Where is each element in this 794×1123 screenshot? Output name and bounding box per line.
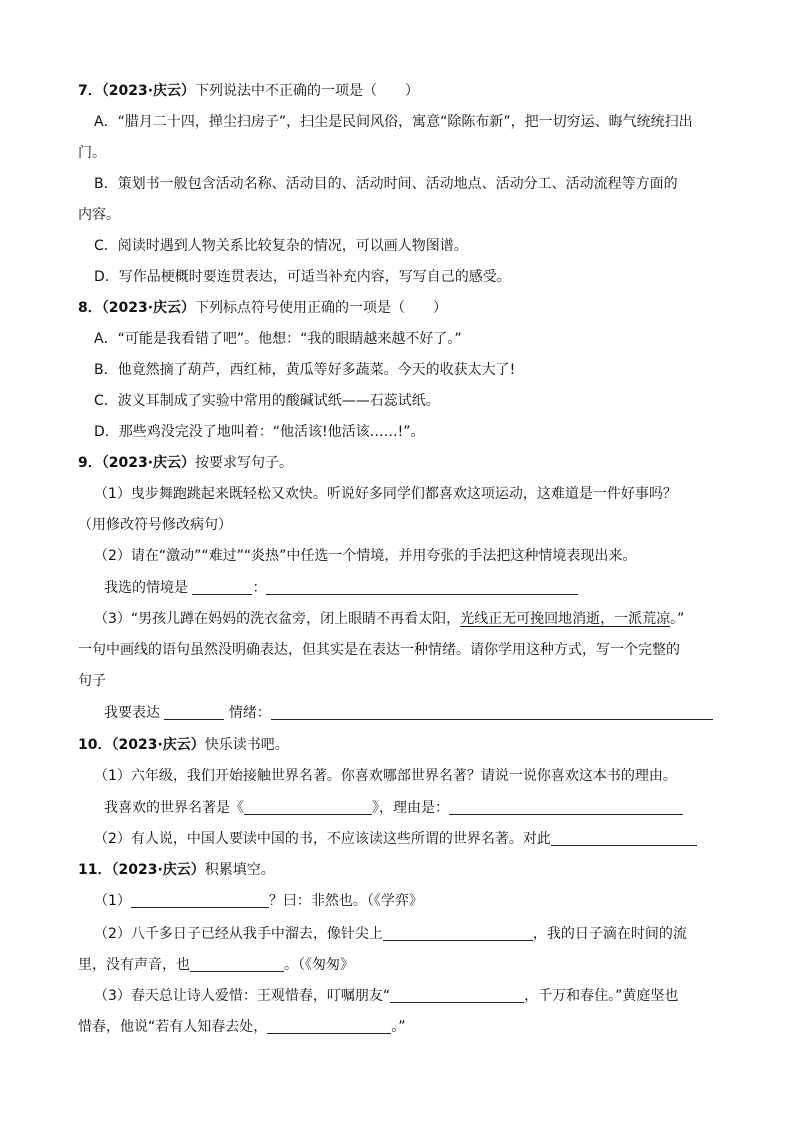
question-9-stem	[78, 450, 794, 476]
subquestion-2: （2）请在“激动”“难过”“炎热”中任选一个情境，并用夸张的手法把这种情境表现出来。	[94, 548, 637, 564]
text-post: ？曰：非然也。（《学弈》	[268, 893, 423, 909]
sentence-pre: （3）“男孩儿蹲在妈妈的洗衣盆旁，闭上眼睛不再看太阳，	[94, 611, 461, 627]
question-number: 11．	[78, 862, 112, 878]
answer-label-2: 情绪：	[228, 705, 271, 721]
underlined-phrase: 光线正无可挽回地消逝，一派荒凉	[460, 611, 671, 627]
question-11-stem	[78, 857, 794, 883]
question-text: 下列说法中不正确的一项是（ ）	[195, 83, 420, 99]
option-a-line2: 门。	[78, 145, 106, 161]
option-b: B．他竟然摘了葫芦，西红柿，黄瓜等好多蔬菜。今天的收获太大了!	[94, 362, 516, 378]
option-d: D．那些鸡没完没了地叫着：“他活该!他活该……!”。	[94, 424, 425, 440]
question-text: 按要求写句子。	[195, 455, 294, 471]
answer-blank[interactable]	[271, 703, 713, 720]
text-post: ，千万和春住。”黄庭坚也	[524, 988, 679, 1004]
question-number: 10．	[78, 737, 112, 753]
subquestion-3-line1	[94, 606, 794, 632]
answer-blank[interactable]	[390, 986, 524, 1003]
option-a-line1: A．“腊月二十四，掸尘扫房子”，扫尘是民间风俗，寓意“除陈布新”，把一切穷运、晦气统统扫出	[94, 114, 693, 130]
question-source: （2023·庆云）	[111, 737, 205, 753]
question-text: （2）有人说，中国人要读中国的书，不应该读这些所谓的世界名著。对此	[94, 831, 551, 847]
question-8-stem	[78, 295, 794, 321]
subquestion-3-line3: 句子	[78, 673, 106, 689]
question-text: 积累填空。	[204, 862, 275, 878]
question-text: 下列标点符号使用正确的一项是（ ）	[195, 300, 448, 316]
text-pre: （1）	[94, 893, 131, 909]
answer-blank[interactable]	[383, 924, 533, 941]
question-10-stem	[78, 732, 794, 758]
subquestion-1	[94, 888, 794, 914]
question-7-stem	[78, 78, 794, 104]
question-source: （2023·庆云）	[101, 300, 196, 316]
answer-mid: 》，理由是：	[372, 800, 449, 816]
text-pre: 惜春，他说“若有人知春去处，	[78, 1019, 268, 1035]
option-b-line1: B．策划书一般包含活动名称、活动目的、活动时间、活动地点、活动分工、活动流程等方面的	[94, 176, 678, 192]
answer-blank[interactable]	[267, 1017, 391, 1034]
answer-blank[interactable]	[192, 578, 252, 595]
answer-blank[interactable]	[244, 798, 372, 815]
subquestion-3-line1	[94, 983, 794, 1009]
sentence-post: 。”	[670, 611, 685, 627]
text-pre: （3）春天总让诗人爱惜：王观惜春，叮嘱朋友“	[94, 988, 391, 1004]
subquestion-1-line1: （1）曳步舞跑跳起来既轻松又欢快。听说好多同学们都喜欢这项运动，这难道是一件好事吗？	[94, 486, 677, 502]
question-number: 9．	[78, 455, 102, 471]
answer-label: 我喜欢的世界名著是《	[104, 800, 244, 816]
subquestion-2-line1	[94, 921, 794, 947]
subquestion-3-answer-line	[104, 700, 794, 726]
subquestion-1-line2: （用修改符号修改病句）	[78, 517, 232, 533]
subquestion-2-line2	[78, 952, 794, 978]
question-source: （2023·庆云）	[101, 83, 196, 99]
answer-blank[interactable]	[190, 955, 284, 972]
text-post: 。”	[391, 1019, 406, 1035]
text-post: 。（《匆匆》	[284, 957, 354, 973]
option-b-line2: 内容。	[78, 207, 120, 223]
question-number: 7．	[78, 83, 102, 99]
option-c: C．波义耳制成了实验中常用的酸碱试纸——石蕊试纸。	[94, 393, 440, 409]
question-source: （2023·庆云）	[111, 862, 205, 878]
subquestion-3-line2	[78, 1014, 794, 1040]
subquestion-3-line2: 一句中画线的语句虽然没明确表达，但其实是在表达一种情绪。请你学用这种方式，写一个完整的	[78, 642, 680, 658]
answer-blank[interactable]	[164, 703, 224, 720]
subquestion-1-answer-line	[104, 795, 794, 821]
subquestion-2-answer-line	[104, 575, 794, 601]
option-c: C．阅读时遇到人物关系比较复杂的情况，可以画人物图谱。	[94, 238, 468, 254]
subquestion-2	[94, 826, 794, 852]
option-a: A．“可能是我看错了吧”。他想：“我的眼睛越来越不好了。”	[94, 331, 462, 347]
answer-blank[interactable]	[131, 891, 269, 908]
answer-label: 我选的情境是	[104, 580, 188, 596]
answer-blank[interactable]	[551, 829, 697, 846]
question-text: 快乐读书吧。	[204, 737, 289, 753]
option-d: D．写作品梗概时要连贯表达，可适当补充内容，写写自己的感受。	[94, 269, 511, 285]
text-pre: （2）八千多日子已经从我手中溜去，像针尖上	[94, 926, 383, 942]
text-post: ，我的日子滴在时间的流	[532, 926, 687, 942]
answer-blank[interactable]	[449, 798, 683, 815]
question-source: （2023·庆云）	[101, 455, 196, 471]
question-number: 8．	[78, 300, 102, 316]
text-pre: 里，没有声音，也	[78, 957, 190, 973]
subquestion-1: （1）六年级，我们开始接触世界名著。你喜欢哪部世界名著？请说一说你喜欢这本书的理由。	[94, 768, 677, 784]
answer-blank[interactable]	[266, 578, 578, 595]
answer-label: 我要表达	[104, 705, 160, 721]
answer-colon: ：	[252, 580, 267, 596]
